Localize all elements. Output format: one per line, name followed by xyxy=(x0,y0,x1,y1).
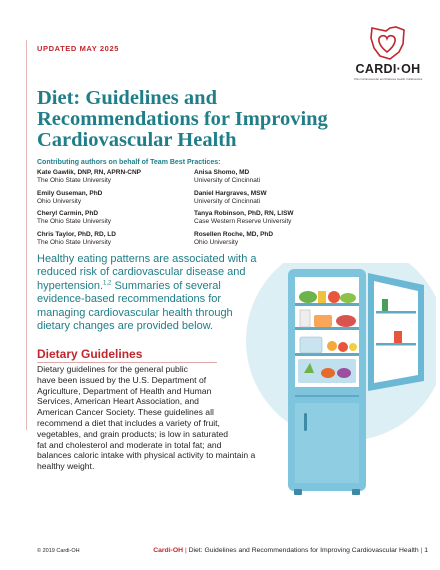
author-affiliation: The Ohio State University xyxy=(37,177,112,184)
author-name: Anisa Shomo, MD xyxy=(194,169,250,176)
footer-doc-title: Diet: Guidelines and Recommendations for Improving Cardiovascular Health xyxy=(188,547,419,554)
author-affiliation: University of Cincinnati xyxy=(194,198,261,205)
body-line: Agriculture, Department of Health and Human xyxy=(37,385,212,396)
section-body xyxy=(37,364,295,472)
body-line: vegetables, and grain products; is low in saturated xyxy=(37,428,229,439)
author-entry xyxy=(37,190,102,206)
ohio-heart-icon xyxy=(366,24,410,62)
page-number: 1 xyxy=(424,547,428,554)
author-name: Rosellen Roche, MD, PhD xyxy=(194,231,274,238)
logo-tagline: Ohio Cardiovascular and Diabetes Health Collaborative xyxy=(353,77,423,81)
lettuce-icon xyxy=(340,293,356,303)
author-affiliation: The Ohio State University xyxy=(37,218,112,225)
meat-icon xyxy=(336,315,356,327)
body-line: recommend a diet that includes a variety of fruit, xyxy=(37,417,220,428)
door-shelf xyxy=(376,311,416,314)
title-line: Diet: Guidelines and xyxy=(37,87,217,109)
author-affiliation: University of Cincinnati xyxy=(194,177,261,184)
section-divider xyxy=(37,362,217,363)
citation-superscript: 1,2 xyxy=(103,280,112,287)
author-affiliation: Ohio University xyxy=(194,239,239,246)
cheese-icon xyxy=(314,315,332,327)
author-entry xyxy=(37,169,141,185)
body-line: have been issued by the U.S. Department of xyxy=(37,374,207,385)
lemon-icon xyxy=(349,343,357,351)
door-shelf xyxy=(376,343,416,346)
body-line: Dietary guidelines for the general public xyxy=(37,364,188,374)
author-entry xyxy=(37,210,111,226)
left-margin-rule xyxy=(26,40,27,430)
fridge-shelf xyxy=(295,303,359,306)
page-title xyxy=(37,88,367,151)
body-line: balances caloric intake with physical activity to maintain a xyxy=(37,450,256,461)
fridge-shelf xyxy=(295,353,359,356)
author-affiliation: The Ohio State University xyxy=(37,239,112,246)
eggplant-icon xyxy=(337,368,351,378)
updated-date: UPDATED MAY 2025 xyxy=(37,44,119,53)
author-entry xyxy=(194,231,273,247)
title-line: Cardiovascular Health xyxy=(37,129,237,151)
author-name: Emily Guseman, PhD xyxy=(37,190,103,197)
fridge-shelf xyxy=(295,327,359,330)
author-name: Tanya Robinson, PhD, RN, LISW xyxy=(194,210,294,217)
body-line: Services, American Heart Association, and xyxy=(37,396,199,407)
intro-text: Healthy eating patterns are associated with a reduced risk of cardiovascular disease and hypertension. xyxy=(37,253,257,292)
body-line: fat and cholesterol and moderate in total fat; and xyxy=(37,439,222,450)
fridge-divider xyxy=(295,395,359,397)
author-name: Kate Gawlik, DNP, RN, APRN-CNP xyxy=(37,169,142,176)
carrot-icon xyxy=(321,368,335,378)
author-entry xyxy=(37,231,116,247)
freezer-handle xyxy=(304,413,307,431)
author-entry xyxy=(194,190,267,206)
author-entry xyxy=(194,169,260,185)
body-line: healthy weight. xyxy=(37,461,95,472)
intro-text-continued: Summaries of several evidence-based recommendations for managing cardiovascular health through dietary changes are provided below. xyxy=(37,279,233,333)
cardi-oh-logo xyxy=(352,24,424,82)
author-name: Chris Taylor, PhD, RD, LD xyxy=(37,231,116,238)
apple-icon xyxy=(338,342,348,352)
fridge-foot xyxy=(352,489,360,495)
title-line: Recommendations for Improving xyxy=(37,108,328,130)
author-name: Daniel Hargraves, MSW xyxy=(194,190,267,197)
milk-icon xyxy=(300,310,310,327)
bottle-icon xyxy=(394,331,402,343)
footer-separator: | xyxy=(420,547,423,554)
container-icon xyxy=(300,337,322,353)
intro-paragraph xyxy=(37,253,265,333)
orange-icon xyxy=(327,341,337,351)
footer-running-title xyxy=(153,547,428,554)
section-heading: Dietary Guidelines xyxy=(37,347,143,361)
footer-separator: | xyxy=(184,547,187,554)
broccoli-icon xyxy=(299,291,317,303)
tomato-icon xyxy=(328,291,340,303)
fridge-foot xyxy=(294,489,302,495)
footer-copyright: © 2019 Cardi-OH xyxy=(37,548,80,554)
author-entry xyxy=(194,210,294,226)
author-affiliation: Ohio University xyxy=(37,198,82,205)
contributors-label: Contributing authors on behalf of Team Best Practices: xyxy=(37,159,221,166)
logo-wordmark: CARDI·OH xyxy=(355,62,421,76)
author-affiliation: Case Western Reserve University xyxy=(194,218,292,225)
bottle-icon xyxy=(382,299,388,311)
author-name: Cheryl Carmin, PhD xyxy=(37,210,99,217)
body-line: American Cancer Society. These guidelines all xyxy=(37,407,214,418)
footer-brand: Cardi-OH xyxy=(153,547,184,554)
jar-icon xyxy=(318,291,326,303)
